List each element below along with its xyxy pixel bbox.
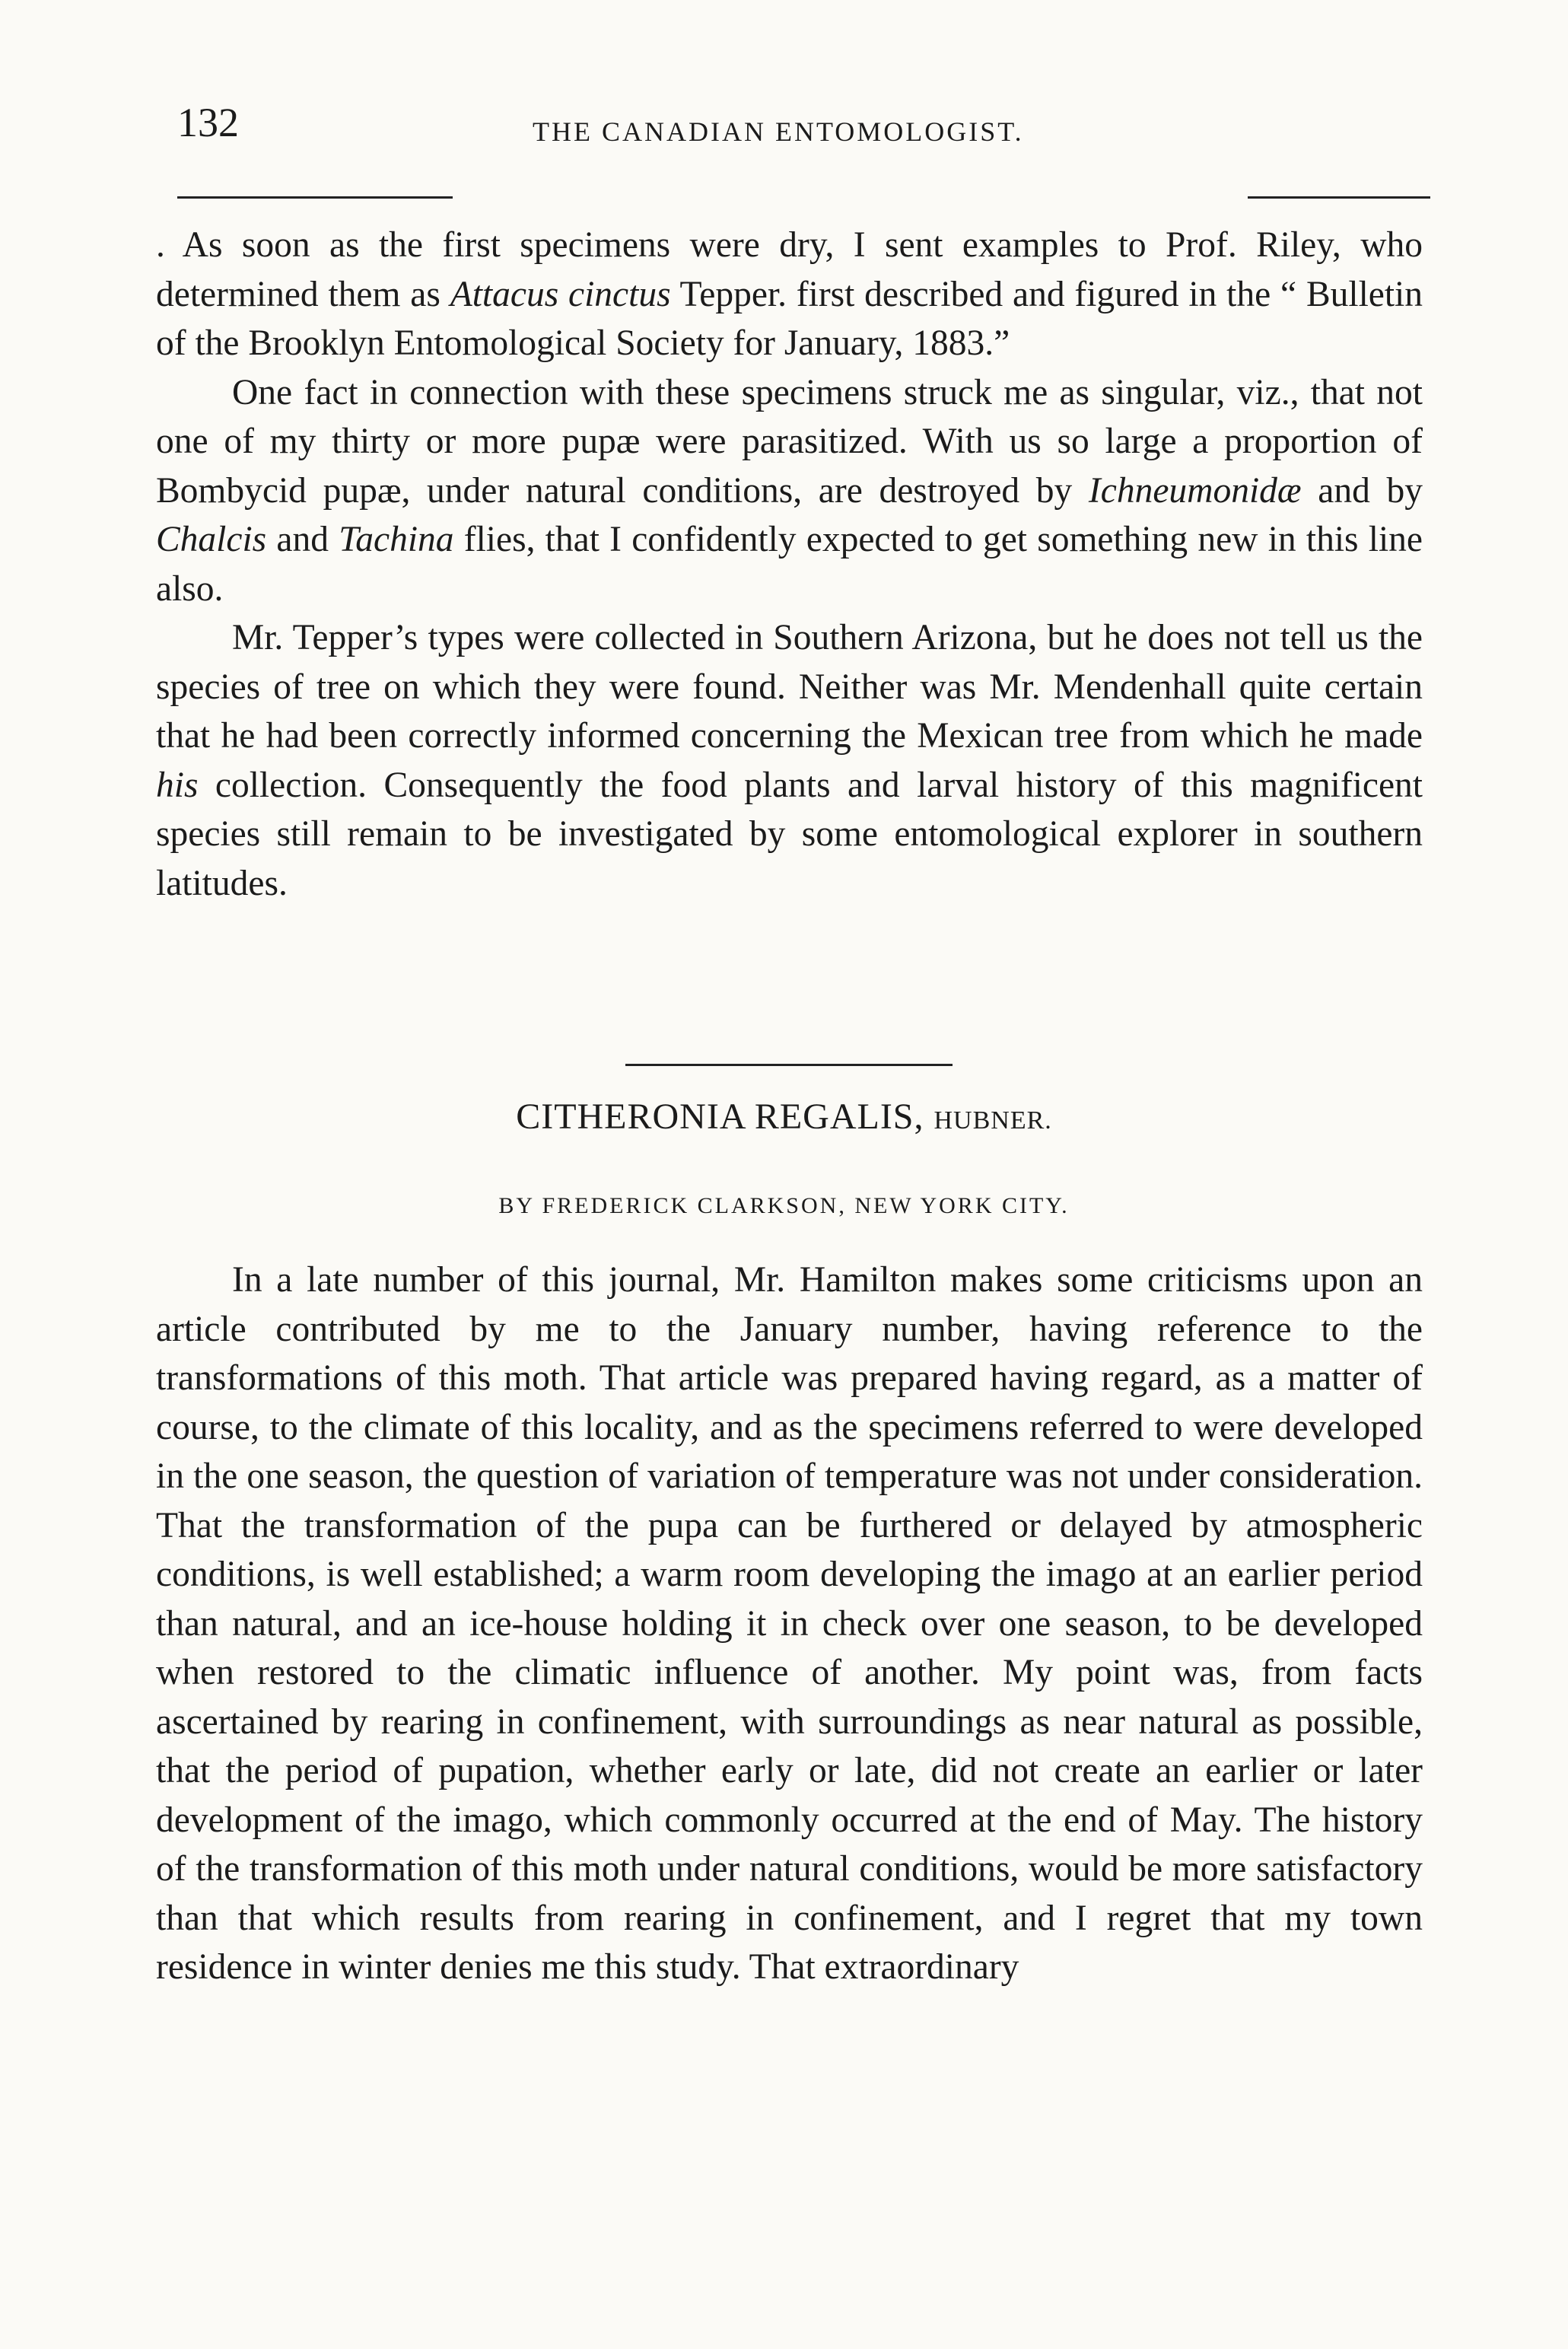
section-divider: [625, 1064, 953, 1066]
byline: BY FREDERICK CLARKSON, NEW YORK CITY.: [498, 1193, 1070, 1218]
article-title: [0, 1096, 1568, 1138]
paragraph: In a late number of this journal, Mr. Hamilton makes some criticisms upon an article contributed by me to the January number, having reference to the transformations of this moth. That article was prepared having regard, as a matter of course, to the climate of this locality, and as the specimens referred to were developed in the one season, the question of variation of temperature was not under consideration. That the transformation of the pupa can be furthered or delayed by atmospheric conditions, is well established; a warm room developing the imago at an earlier period than natural, and an ice-house holding it in check over one season, to be developed when restored to the climatic influence of another. My point was, from facts ascertained by rearing in confinement, with surroundings as near natural as possible, that the period of pupation, whether early or late, did not create an earlier or later development of the imago, which commonly occurred at the end of May. The history of the transformation of this moth under natural conditions, would be more satisfactory than that which results from rearing in confinement, and I regret that my town residence in winter denies me this study. That extraordinary: [156, 1260, 1423, 1987]
page-number: 132: [177, 100, 239, 145]
article-title-main: CITHERONIA REGALIS,: [516, 1097, 924, 1137]
article-body: [156, 1256, 1423, 1992]
paragraph: . As soon as the first specimens were dry, I sent examples to Prof. Riley, who determined them as Attacus cinctus Tepper. first described and figured in the “ Bulletin of the Brooklyn Entomological Society for January, 1883.”: [156, 225, 1423, 363]
paragraph: One fact in connection with these specimens struck me as singular, viz., that not one of my thirty or more pupæ were parasitized. With us so large a proportion of Bombycid pupæ, under natural conditions, are destroyed by Ichneumonidæ and by Chalcis and Tachina flies, that I confidently expected to get something new in this line also.: [156, 372, 1423, 609]
article-title-author: HUBNER.: [933, 1106, 1052, 1135]
section1-text: [156, 221, 1423, 908]
running-head: THE CANADIAN ENTOMOLOGIST.: [533, 116, 1024, 147]
header-rule-right: [1248, 196, 1430, 199]
paragraph: Mr. Tepper’s types were collected in Southern Arizona, but he does not tell us the species of tree on which they were found. Neither was Mr. Mendenhall quite certain that he had been correctly informed concerning the Mexican tree from which he made his collection. Consequently the food plants and larval history of this magnificent species still remain to be investigated by some entomological explorer in southern latitudes.: [156, 618, 1423, 903]
header-rule-left: [177, 196, 453, 199]
